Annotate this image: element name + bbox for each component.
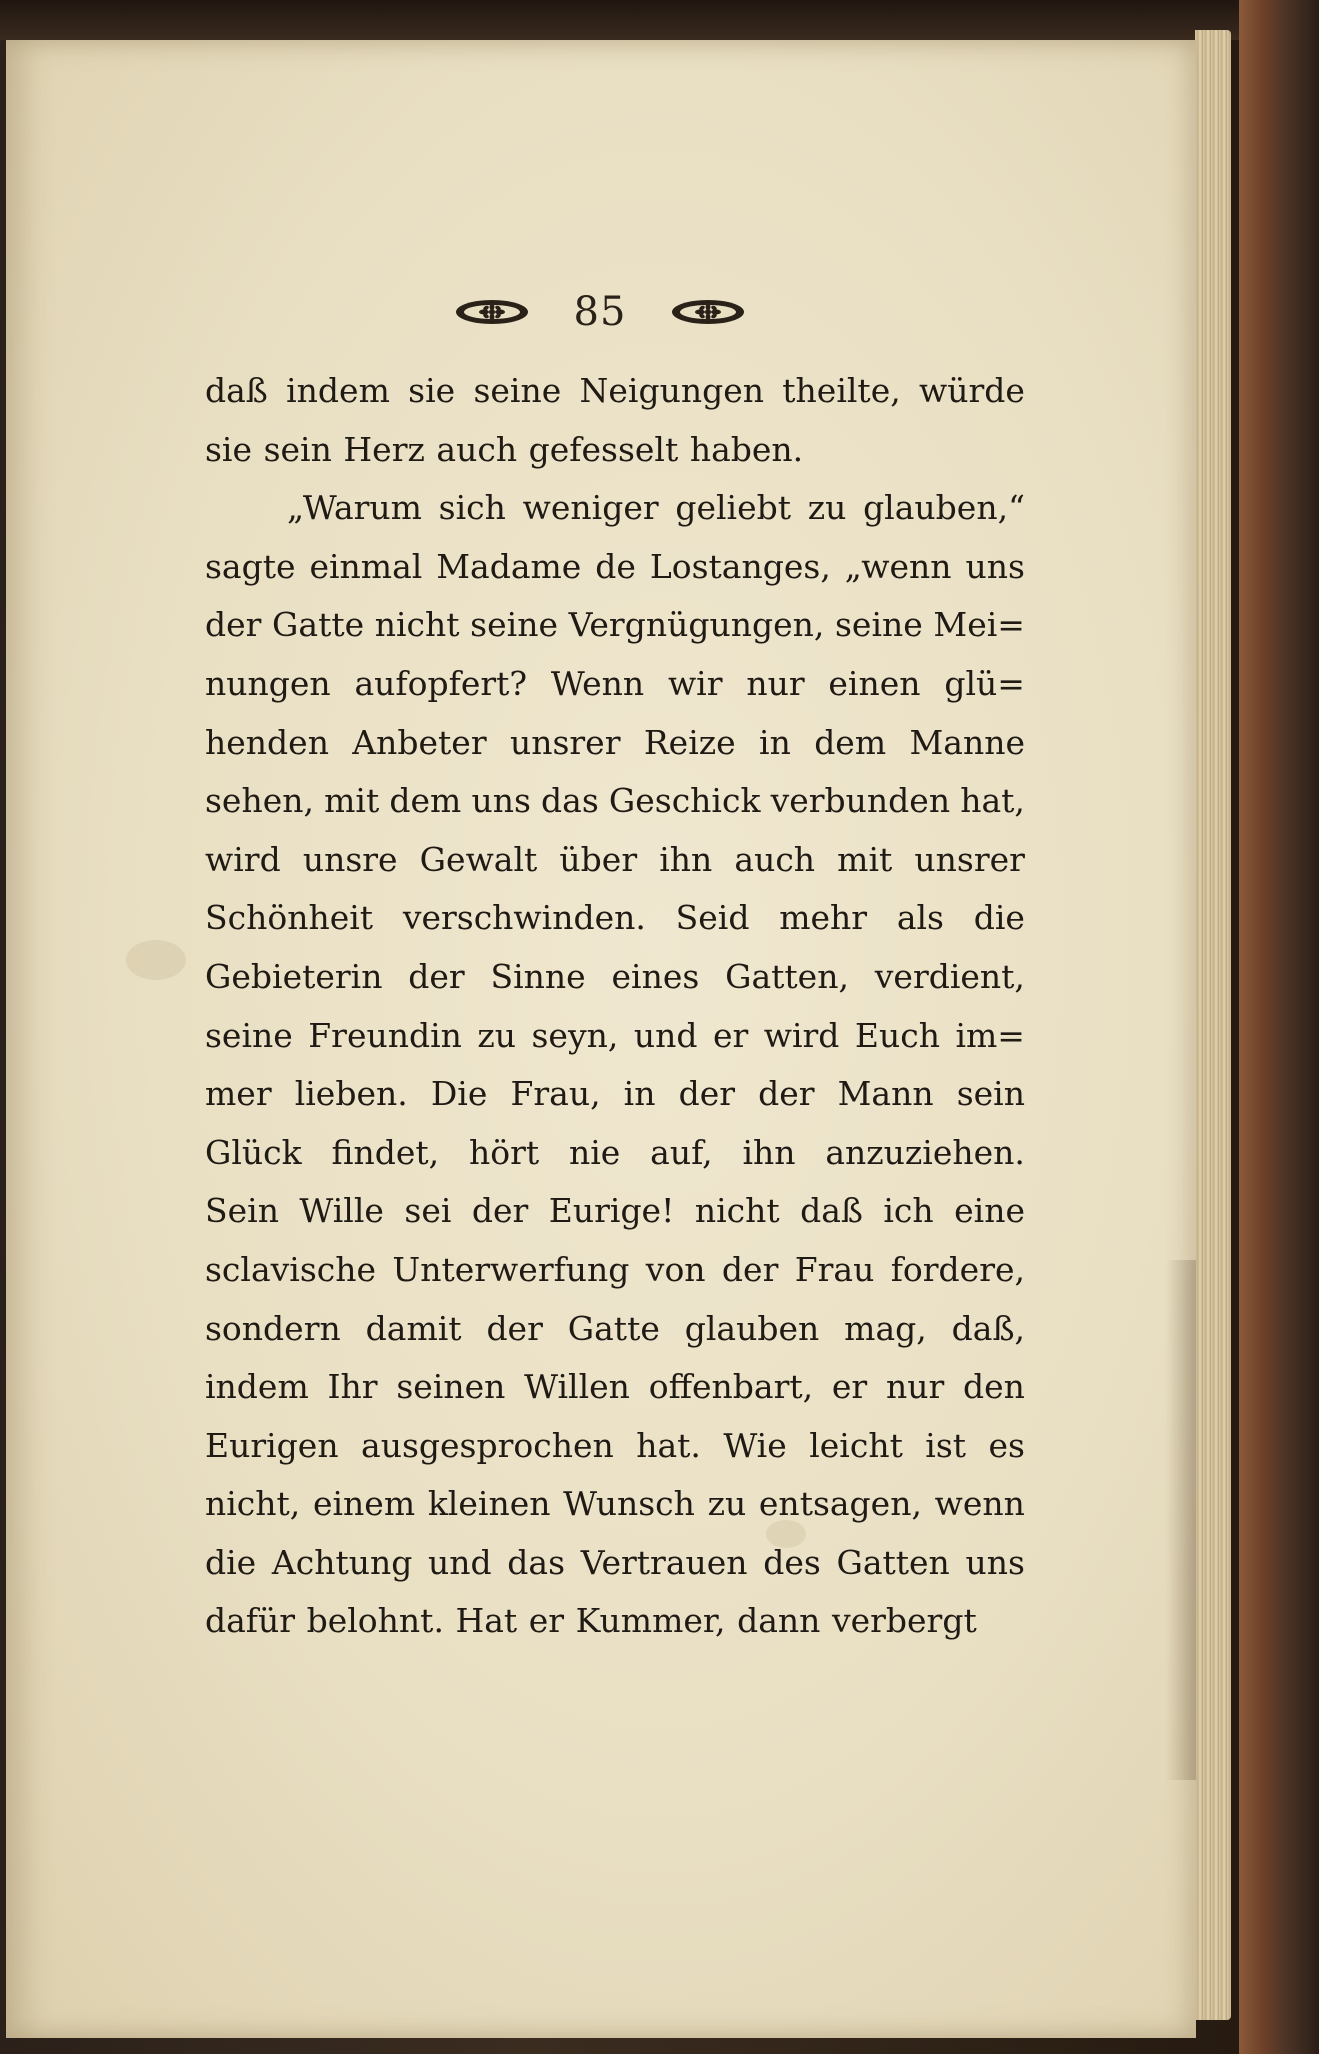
text-line — [205, 948, 1025, 1007]
word: entsagen, — [758, 1484, 922, 1524]
word: der — [408, 956, 465, 996]
word: Wenn — [550, 663, 645, 703]
word: er — [528, 1601, 565, 1641]
text-line — [205, 714, 1025, 773]
word: in — [623, 1074, 656, 1114]
word: Lostanges, — [649, 546, 831, 586]
word: Die — [430, 1074, 488, 1114]
word: „wenn — [844, 546, 952, 586]
word: würde — [918, 371, 1025, 410]
book-cover-top-edge — [0, 0, 1319, 40]
word: Gatten — [836, 1542, 950, 1582]
word: als — [896, 898, 944, 938]
word: einen — [828, 663, 921, 703]
word: seinen — [396, 1367, 506, 1407]
word: und — [428, 1542, 492, 1582]
text-line — [205, 1300, 1025, 1359]
word: ist — [925, 1425, 967, 1465]
text-line — [205, 538, 1025, 597]
word: der — [758, 1074, 815, 1114]
word: glü= — [944, 663, 1025, 703]
word: Ihr — [327, 1367, 378, 1407]
page-number: 85 — [573, 289, 627, 335]
rosette-ornament-icon — [670, 297, 746, 327]
word: eines — [611, 956, 700, 996]
word: auch — [436, 429, 518, 469]
word: der — [205, 605, 262, 645]
word: Mann — [837, 1074, 934, 1114]
word: Hat — [455, 1601, 518, 1641]
word: mehr — [779, 898, 868, 938]
word: glauben,“ — [863, 488, 1025, 528]
word: Gewalt — [419, 839, 538, 879]
word: mit — [324, 781, 380, 821]
word: der — [678, 1074, 736, 1114]
word: Frau — [794, 1249, 875, 1289]
word: Gebieterin — [205, 956, 383, 996]
word: sie — [205, 429, 253, 469]
word: weniger — [522, 488, 659, 528]
word: sein — [956, 1074, 1025, 1114]
book-cover-right-edge — [1239, 0, 1319, 2054]
text-line — [205, 1007, 1025, 1066]
text-line — [205, 362, 1025, 421]
text-line — [205, 1241, 1025, 1300]
word: wir — [667, 663, 723, 703]
word: findet, — [331, 1132, 440, 1172]
word: sagte — [205, 546, 296, 586]
word: ich — [883, 1191, 934, 1231]
word: seyn, — [531, 1015, 619, 1055]
word: einmal — [309, 546, 423, 586]
word: von — [645, 1249, 706, 1289]
word: Mei= — [933, 605, 1025, 645]
word: nicht, — [205, 1484, 301, 1524]
word: sondern — [205, 1308, 341, 1348]
text-line — [205, 596, 1025, 655]
word: gefesselt — [528, 429, 679, 469]
word: eine — [954, 1191, 1025, 1231]
word: Willen — [524, 1367, 630, 1407]
word: und — [633, 1015, 698, 1055]
word: lieben. — [294, 1074, 408, 1114]
word: sei — [404, 1191, 452, 1231]
word: Eurige! — [548, 1191, 675, 1231]
word: sich — [438, 488, 506, 528]
word: des — [763, 1542, 821, 1582]
word: hat. — [636, 1425, 701, 1465]
word: unsrer — [914, 839, 1025, 879]
word: sie — [408, 371, 456, 410]
word: das — [507, 1542, 566, 1582]
word: im= — [955, 1015, 1025, 1055]
word: geliebt — [675, 488, 792, 528]
word: wenn — [934, 1484, 1025, 1524]
word: zu — [707, 1484, 747, 1524]
word: „Warum — [287, 488, 422, 528]
word: theilte, — [782, 371, 901, 410]
word: der — [721, 1249, 779, 1289]
word: nicht — [694, 1191, 780, 1231]
word: mag, — [844, 1308, 927, 1348]
word: kleinen — [427, 1484, 551, 1524]
word: der — [486, 1308, 543, 1348]
text-line — [205, 1592, 1025, 1651]
word: dafür — [205, 1601, 296, 1641]
word: Vertrauen — [580, 1542, 748, 1582]
word: indem — [286, 371, 390, 410]
paper-stain — [126, 940, 186, 980]
word: mit — [837, 839, 893, 879]
text-line — [205, 831, 1025, 890]
word: unsrer — [509, 722, 621, 762]
word: der — [471, 1191, 529, 1231]
word: Unterwerfung — [392, 1249, 630, 1289]
word: seine — [470, 605, 558, 645]
word: Sein — [205, 1191, 279, 1231]
word: aufopfert? — [354, 663, 528, 703]
word: uns — [471, 781, 531, 821]
word: glauben — [684, 1308, 820, 1348]
word: Gatten, — [725, 956, 849, 996]
word: ausgesprochen — [361, 1425, 614, 1465]
word: er — [831, 1367, 868, 1407]
word: nur — [746, 663, 805, 703]
word: er — [712, 1015, 749, 1055]
word: daß — [205, 371, 268, 410]
word: Herz — [343, 429, 425, 469]
word: seine — [473, 371, 562, 410]
text-line — [205, 1182, 1025, 1241]
word: Frau, — [510, 1074, 601, 1114]
word: Sinne — [490, 956, 586, 996]
page-edge-wear — [1166, 1260, 1196, 1780]
word: Eurigen — [205, 1425, 339, 1465]
text-line — [205, 889, 1025, 948]
word: den — [962, 1367, 1025, 1407]
word: es — [988, 1425, 1025, 1465]
page-body-text — [205, 362, 1025, 1651]
word: hört — [468, 1132, 540, 1172]
word: Kummer, — [575, 1601, 726, 1641]
word: Wille — [299, 1191, 384, 1231]
word: Achtung — [271, 1542, 413, 1582]
word: indem — [205, 1367, 309, 1407]
word: ihn — [659, 839, 713, 879]
word: nicht — [374, 605, 460, 645]
text-line — [205, 1358, 1025, 1417]
word: nur — [885, 1367, 945, 1407]
word: sein — [263, 429, 332, 469]
word: wird — [763, 1015, 840, 1055]
word: Anbeter — [352, 722, 487, 762]
word: Freundin — [308, 1015, 462, 1055]
word: seine — [834, 605, 923, 645]
word: seine — [205, 1015, 293, 1055]
word: de — [595, 546, 636, 586]
text-line — [205, 1534, 1025, 1593]
word: Gatte — [272, 605, 365, 645]
word: verdient, — [874, 956, 1025, 996]
word: mer — [205, 1074, 272, 1114]
word: uns — [965, 546, 1025, 586]
word: die — [973, 898, 1025, 938]
word: fordere, — [890, 1249, 1025, 1289]
word: Wie — [723, 1425, 787, 1465]
page-stack-edge — [1195, 30, 1231, 2020]
word: in — [759, 722, 791, 762]
text-line — [205, 479, 1025, 538]
word: Schönheit — [205, 898, 374, 938]
word: unsre — [302, 839, 398, 879]
word: Seid — [675, 898, 750, 938]
word: sclavische — [205, 1249, 377, 1289]
rosette-ornament-icon — [454, 297, 530, 327]
word: anzuziehen. — [825, 1132, 1025, 1172]
word: uns — [965, 1542, 1025, 1582]
word: daß, — [951, 1308, 1025, 1348]
word: Reize — [643, 722, 736, 762]
text-line — [205, 655, 1025, 714]
word: auf, — [650, 1132, 713, 1172]
word: leicht — [809, 1425, 903, 1465]
word: hat, — [960, 781, 1025, 821]
page-header — [440, 282, 760, 342]
text-line — [205, 1124, 1025, 1183]
word: über — [559, 839, 638, 879]
word: Geschick — [608, 781, 761, 821]
text-line — [205, 1475, 1025, 1534]
word: dem — [389, 781, 462, 821]
word: damit — [365, 1308, 462, 1348]
text-line — [205, 1417, 1025, 1476]
word: haben. — [689, 429, 804, 469]
word: Manne — [909, 722, 1025, 762]
word: auch — [734, 839, 816, 879]
word: Wunsch — [563, 1484, 695, 1524]
word: nie — [568, 1132, 621, 1172]
word: Glück — [205, 1132, 302, 1172]
word: verbunden — [770, 781, 951, 821]
word: Euch — [854, 1015, 940, 1055]
word: dann — [737, 1601, 821, 1641]
text-line — [205, 772, 1025, 831]
word: die — [205, 1542, 257, 1582]
word: zu — [807, 488, 847, 528]
word: daß — [800, 1191, 863, 1231]
word: belohnt. — [306, 1601, 444, 1641]
word: Neigungen — [579, 371, 765, 410]
word: verschwinden. — [402, 898, 646, 938]
word: nungen — [205, 663, 331, 703]
word: wird — [205, 839, 281, 879]
word: Madame — [436, 546, 582, 586]
word: offenbart, — [648, 1367, 814, 1407]
word: einem — [312, 1484, 416, 1524]
text-line — [205, 421, 1025, 480]
word: henden — [205, 722, 329, 762]
word: das — [541, 781, 599, 821]
word: zu — [477, 1015, 517, 1055]
word: sehen, — [205, 781, 314, 821]
word: verbergt — [831, 1601, 977, 1641]
word: Vergnügungen, — [568, 605, 825, 645]
word: ihn — [742, 1132, 796, 1172]
text-line — [205, 1065, 1025, 1124]
word: dem — [814, 722, 887, 762]
word: Gatte — [567, 1308, 660, 1348]
